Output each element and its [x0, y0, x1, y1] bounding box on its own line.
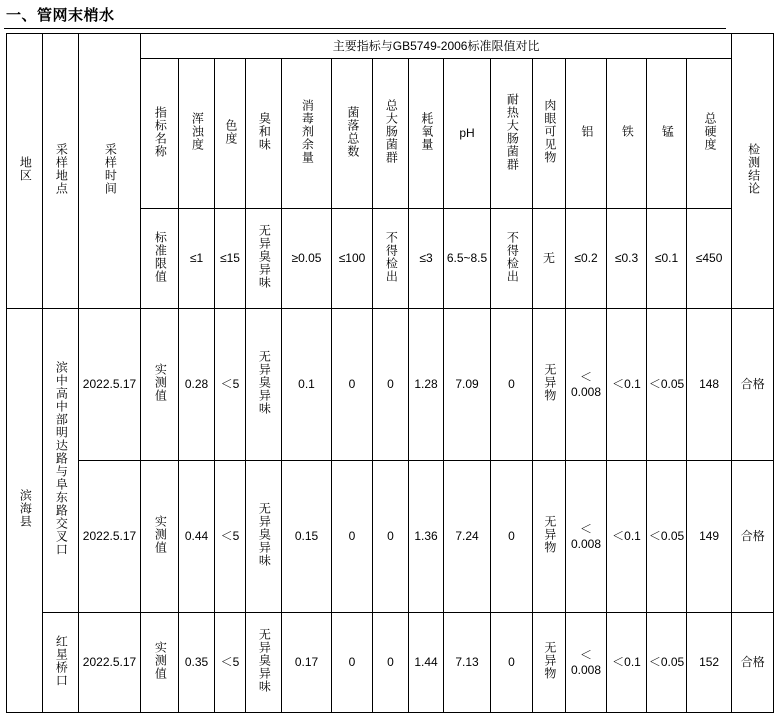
header-indicator-iron: 铁 [607, 59, 647, 209]
header-indicator-aluminum: 铝 [566, 59, 607, 209]
cell-odor: 无异臭异味 [246, 461, 282, 613]
cell-oxygen-consumption: 1.28 [409, 309, 444, 461]
cell-colony-count: 0 [332, 461, 373, 613]
cell-visible-matter: 无异物 [533, 309, 566, 461]
header-indicator-colony-count: 菌落总数 [332, 59, 373, 209]
header-indicator-manganese: 锰 [647, 59, 687, 209]
header-indicator-name: 指标名称 [141, 59, 179, 209]
cell-iron: ＜0.1 [607, 309, 647, 461]
header-time-label: 采样时间 [103, 143, 118, 196]
header-site-label: 采样地点 [54, 143, 69, 196]
cell-site: 红星桥口 [43, 613, 79, 713]
cell-total-hardness: 148 [687, 309, 732, 461]
limit-visible-matter: 无 [533, 209, 566, 309]
cell-ph: 7.24 [444, 461, 491, 613]
cell-iron: ＜0.1 [607, 461, 647, 613]
cell-visible-matter: 无异物 [533, 461, 566, 613]
page-title: 一、管网末梢水 [6, 7, 115, 24]
cell-thermotolerant-coliform: 0 [491, 613, 533, 713]
header-indicator-chroma: 色度 [215, 59, 246, 209]
table-row [7, 461, 774, 613]
cell-time: 2022.5.17 [79, 309, 141, 461]
header-time [79, 34, 141, 309]
limit-disinfectant-residual: ≥0.05 [282, 209, 332, 309]
cell-chroma: ＜5 [215, 461, 246, 613]
header-site [43, 34, 79, 309]
cell-total-coliform: 0 [373, 309, 409, 461]
cell-colony-count: 0 [332, 309, 373, 461]
cell-disinfectant-residual: 0.15 [282, 461, 332, 613]
limit-aluminum: ≤0.2 [566, 209, 607, 309]
cell-turbidity: 0.28 [179, 309, 215, 461]
header-region-label: 地区 [18, 156, 33, 183]
limit-total-coliform: 不得检出 [373, 209, 409, 309]
cell-odor: 无异臭异味 [246, 309, 282, 461]
limit-chroma: ≤15 [215, 209, 246, 309]
cell-total-coliform: 0 [373, 613, 409, 713]
cell-measure-label: 实测值 [141, 309, 179, 461]
header-indicator-odor: 臭和味 [246, 59, 282, 209]
cell-measure-label: 实测值 [141, 461, 179, 613]
header-indicator-total-hardness: 总硬度 [687, 59, 732, 209]
cell-ph: 7.13 [444, 613, 491, 713]
cell-odor: 无异臭异味 [246, 613, 282, 713]
cell-ph: 7.09 [444, 309, 491, 461]
cell-aluminum: ＜0.008 [566, 613, 607, 713]
limit-colony-count: ≤100 [332, 209, 373, 309]
cell-manganese: ＜0.05 [647, 309, 687, 461]
cell-time: 2022.5.17 [79, 461, 141, 613]
header-indicator-disinfectant-residual: 消毒剂余量 [282, 59, 332, 209]
header-group-title: 主要指标与GB5749-2006标准限值对比 [141, 34, 732, 59]
cell-region: 滨海县 [7, 309, 43, 713]
header-conclusion-label: 检测结论 [746, 143, 761, 196]
limit-total-hardness: ≤450 [687, 209, 732, 309]
cell-oxygen-consumption: 1.44 [409, 613, 444, 713]
cell-disinfectant-residual: 0.1 [282, 309, 332, 461]
cell-visible-matter: 无异物 [533, 613, 566, 713]
limit-odor: 无异臭异味 [246, 209, 282, 309]
cell-manganese: ＜0.05 [647, 461, 687, 613]
cell-turbidity: 0.44 [179, 461, 215, 613]
header-indicator-ph: pH [444, 59, 491, 209]
table-row [7, 613, 774, 713]
cell-chroma: ＜5 [215, 309, 246, 461]
header-indicator-total-coliform: 总大肠菌群 [373, 59, 409, 209]
cell-thermotolerant-coliform: 0 [491, 461, 533, 613]
header-indicator-turbidity: 浑浊度 [179, 59, 215, 209]
cell-measure-label: 实测值 [141, 613, 179, 713]
limit-manganese: ≤0.1 [647, 209, 687, 309]
header-indicator-thermotolerant-coliform: 耐热大肠菌群 [491, 59, 533, 209]
cell-total-hardness: 152 [687, 613, 732, 713]
header-standard-limit: 标准限值 [141, 209, 179, 309]
limit-iron: ≤0.3 [607, 209, 647, 309]
cell-iron: ＜0.1 [607, 613, 647, 713]
header-region [7, 34, 43, 309]
cell-manganese: ＜0.05 [647, 613, 687, 713]
cell-conclusion: 合格 [732, 309, 774, 461]
cell-chroma: ＜5 [215, 613, 246, 713]
cell-aluminum: ＜0.008 [566, 461, 607, 613]
limit-oxygen-consumption: ≤3 [409, 209, 444, 309]
header-indicator-visible-matter: 肉眼可见物 [533, 59, 566, 209]
limit-turbidity: ≤1 [179, 209, 215, 309]
cell-site: 滨中高中部明达路与阜东路交叉口 [43, 309, 79, 613]
limit-ph: 6.5~8.5 [444, 209, 491, 309]
cell-turbidity: 0.35 [179, 613, 215, 713]
cell-conclusion: 合格 [732, 461, 774, 613]
cell-conclusion: 合格 [732, 613, 774, 713]
water-quality-table [6, 33, 774, 713]
cell-oxygen-consumption: 1.36 [409, 461, 444, 613]
cell-colony-count: 0 [332, 613, 373, 713]
cell-time: 2022.5.17 [79, 613, 141, 713]
cell-total-coliform: 0 [373, 461, 409, 613]
header-indicator-oxygen-consumption: 耗氧量 [409, 59, 444, 209]
cell-thermotolerant-coliform: 0 [491, 309, 533, 461]
title-divider [4, 28, 726, 29]
limit-thermotolerant-coliform: 不得检出 [491, 209, 533, 309]
cell-aluminum: ＜0.008 [566, 309, 607, 461]
cell-total-hardness: 149 [687, 461, 732, 613]
table-row [7, 309, 774, 461]
cell-disinfectant-residual: 0.17 [282, 613, 332, 713]
header-conclusion [732, 34, 774, 309]
table-group-header-row [7, 34, 774, 59]
